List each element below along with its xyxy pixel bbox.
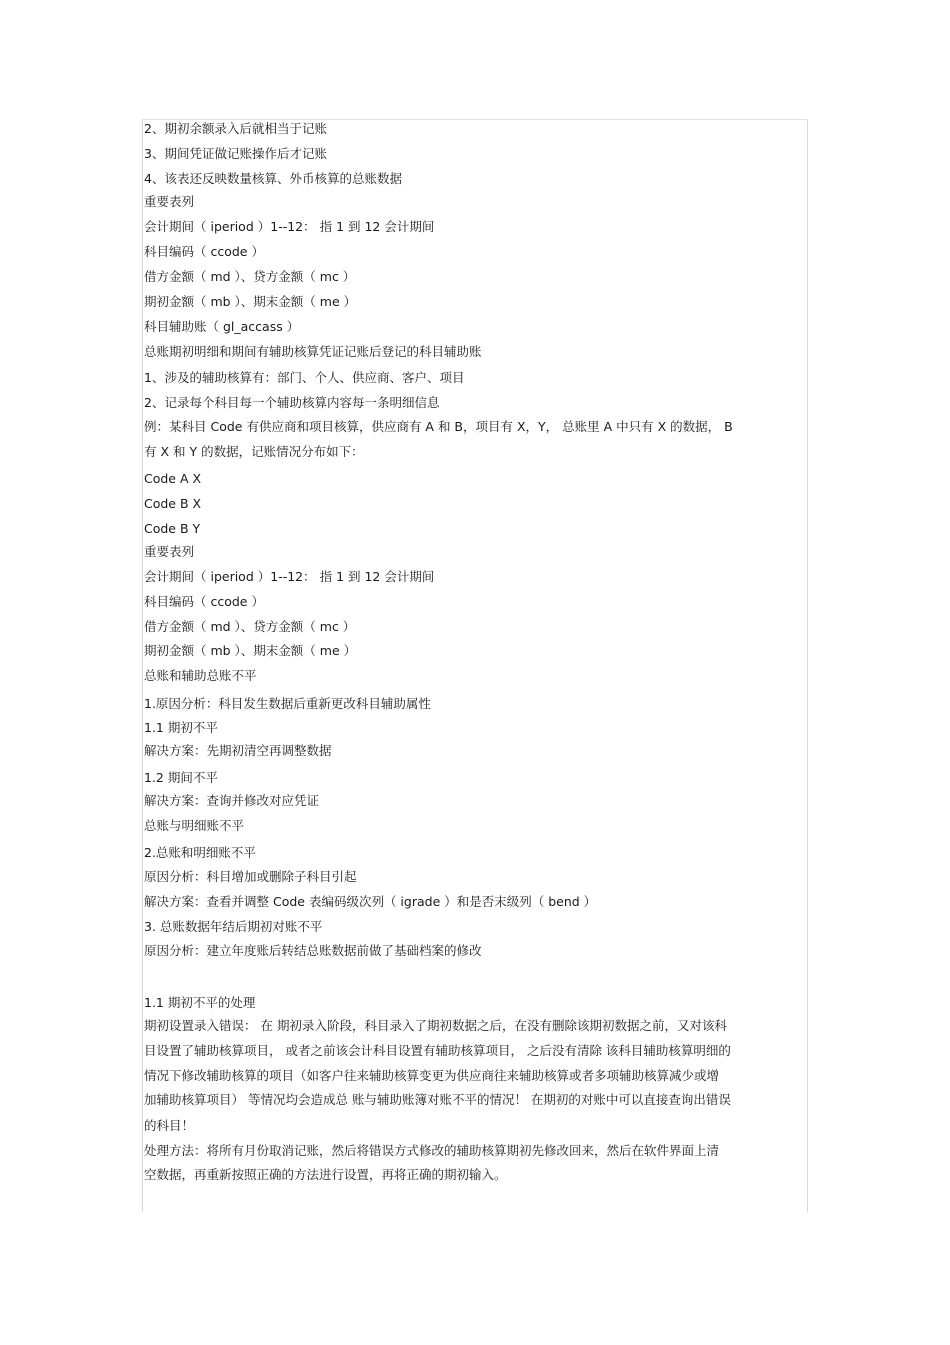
text-line: 借方金额（ md ）、贷方金额（ mc ） — [144, 269, 356, 284]
text-line: 目设置了辅助核算项目， 或者之前该会计科目设置有辅助核算项目， 之后没有清除 该科目辅助核算明细的 — [144, 1043, 731, 1058]
text-line: 期初设置录入错误： 在 期初录入阶段，科目录入了期初数据之后，在没有删除该期初数据之前，又对该科 — [144, 1018, 727, 1033]
text-line: 2、期初余额录入后就相当于记账 — [144, 121, 327, 136]
text-line: 空数据，再重新按照正确的方法进行设置，再将正确的期初输入。 — [144, 1167, 507, 1182]
text-line: 处理方法：将所有月份取消记账，然后将错误方式修改的辅助核算期初先修改回来，然后在软件界面上清 — [144, 1143, 720, 1158]
text-line: 期初金额（ mb ）、期末金额（ me ） — [144, 294, 357, 309]
text-line: 1、涉及的辅助核算有：部门、个人、供应商、客户、项目 — [144, 370, 465, 385]
text-line: 有 X 和 Y 的数据，记账情况分布如下： — [144, 444, 364, 459]
text-line: 3. 总账数据年结后期初对账不平 — [144, 919, 323, 934]
text-line: 3、期间凭证做记账操作后才记账 — [144, 146, 327, 161]
text-line: 解决方案：先期初清空再调整数据 — [144, 743, 332, 758]
text-line: 总账期初明细和期间有辅助核算凭证记账后登记的科目辅助账 — [144, 344, 482, 359]
text-line: 会计期间（ iperiod ）1--12： 指 1 到 12 会计期间 — [144, 569, 435, 584]
text-line: 解决方案：查询并修改对应凭证 — [144, 793, 320, 808]
section-heading: 重要表列 — [144, 544, 195, 559]
text-line: Code B Y — [144, 521, 201, 536]
text-line: 借方金额（ md ）、贷方金额（ mc ） — [144, 619, 356, 634]
text-line: 科目编码（ ccode ） — [144, 594, 264, 609]
text-line: 1.1 期初不平 — [144, 720, 218, 735]
text-line: 1.原因分析：科目发生数据后重新更改科目辅助属性 — [144, 696, 431, 711]
text-line: 4、该表还反映数量核算、外币核算的总账数据 — [144, 171, 402, 186]
text-line: 的科目！ — [144, 1118, 195, 1133]
text-line: 解决方案：查看并调整 Code 表编码级次列（ igrade ）和是否末级列（ bend ） — [144, 894, 597, 909]
text-line: 2.总账和明细账不平 — [144, 845, 256, 860]
text-line: 科目编码（ ccode ） — [144, 244, 264, 259]
text-line: 科目辅助账（ gl_accass ） — [144, 319, 300, 334]
text-line: 情况下修改辅助核算的项目（如客户往来辅助核算变更为供应商往来辅助核算或者多项辅助核算减少或增 — [144, 1068, 720, 1083]
text-line: 会计期间（ iperiod ）1--12： 指 1 到 12 会计期间 — [144, 219, 435, 234]
section-heading: 重要表列 — [144, 194, 195, 209]
text-line: 2、记录每个科目每一个辅助核算内容每一条明细信息 — [144, 395, 440, 410]
text-line: 例：某科目 Code 有供应商和项目核算，供应商有 A 和 B，项目有 X，Y， 总账里 A 中只有 X 的数据， B — [144, 419, 733, 434]
text-line: Code B X — [144, 496, 202, 511]
text-line: 1.2 期间不平 — [144, 770, 218, 785]
text-line: Code A X — [144, 471, 202, 486]
text-line: 加辅助核算项目） 等情况均会造成总 账与辅助账簿对账不平的情况！ 在期初的对账中可以直接查询出错误 — [144, 1092, 731, 1107]
text-line: 原因分析：建立年度账后转结总账数据前做了基础档案的修改 — [144, 943, 482, 958]
text-line: 原因分析：科目增加或删除子科目引起 — [144, 869, 357, 884]
text-line: 期初金额（ mb ）、期末金额（ me ） — [144, 643, 357, 658]
section-heading: 总账与明细账不平 — [144, 818, 245, 833]
section-heading: 1.1 期初不平的处理 — [144, 995, 256, 1010]
section-heading: 总账和辅助总账不平 — [144, 668, 257, 683]
